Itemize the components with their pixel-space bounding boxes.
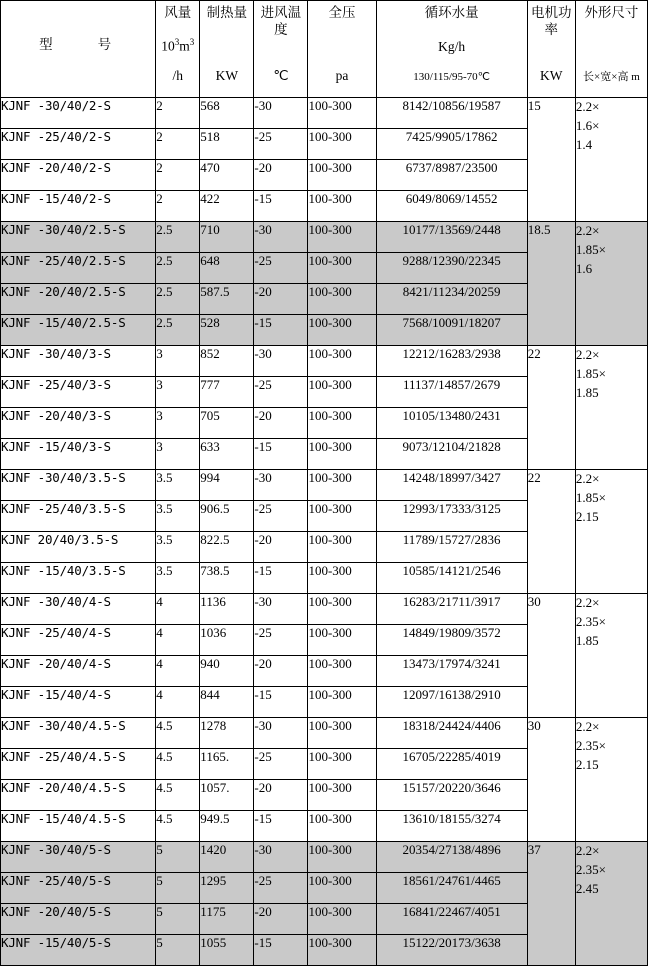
dimension-line: 1.85× (575, 365, 606, 381)
cell-pressure: 100-300 (308, 98, 376, 129)
cell-heat: 528 (200, 315, 254, 346)
cell-airflow: 4 (156, 594, 200, 625)
cell-heat: 1278 (200, 718, 254, 749)
dimension-line: 2.2× (575, 719, 600, 734)
table-header (1, 1, 648, 98)
cell-pressure: 100-300 (308, 842, 376, 873)
dimension-line: 1.85 (575, 384, 599, 400)
cell-model: KJNF -25/40/3.5-S (1, 501, 156, 532)
cell-temp: -20 (254, 284, 308, 315)
cell-airflow: 2.5 (156, 284, 200, 315)
cell-heat: 906.5 (200, 501, 254, 532)
cell-water: 10585/14121/2546 (376, 563, 527, 594)
cell-airflow: 5 (156, 873, 200, 904)
cell-motor-power: 37 (527, 842, 575, 966)
cell-heat: 822.5 (200, 532, 254, 563)
cell-airflow: 2 (156, 160, 200, 191)
cell-pressure: 100-300 (308, 811, 376, 842)
cell-airflow: 2.5 (156, 222, 200, 253)
dimension-line: 2.15 (575, 508, 599, 524)
cell-heat: 568 (200, 98, 254, 129)
cell-heat: 1165. (200, 749, 254, 780)
cell-heat: 587.5 (200, 284, 254, 315)
cell-motor-power: 22 (527, 470, 575, 594)
cell-model: KJNF -30/40/4.5-S (1, 718, 156, 749)
cell-pressure: 100-300 (308, 718, 376, 749)
cell-water: 16705/22285/4019 (376, 749, 527, 780)
cell-pressure: 100-300 (308, 377, 376, 408)
cell-model: KJNF -15/40/4-S (1, 687, 156, 718)
cell-heat: 1057. (200, 780, 254, 811)
cell-temp: -20 (254, 904, 308, 935)
cell-temp: -25 (254, 253, 308, 284)
cell-model: KJNF -25/40/2-S (1, 129, 156, 160)
cell-motor-power: 15 (527, 98, 575, 222)
cell-water: 12212/16283/2938 (376, 346, 527, 377)
cell-temp: -15 (254, 191, 308, 222)
dimension-line: 1.85× (575, 241, 606, 257)
cell-heat: 1420 (200, 842, 254, 873)
cell-temp: -30 (254, 222, 308, 253)
cell-heat: 994 (200, 470, 254, 501)
header-dimension: 外形尺寸 长×宽×高 m (575, 1, 647, 98)
header-airflow: 风量 $10^3m^3$ /h (156, 1, 200, 98)
cell-water: 12993/17333/3125 (376, 501, 527, 532)
cell-model: KJNF -30/40/2-S (1, 98, 156, 129)
cell-temp: -15 (254, 315, 308, 346)
cell-pressure: 100-300 (308, 780, 376, 811)
cell-pressure: 100-300 (308, 439, 376, 470)
cell-airflow: 2 (156, 98, 200, 129)
cell-water: 14248/18997/3427 (376, 470, 527, 501)
cell-pressure: 100-300 (308, 749, 376, 780)
cell-pressure: 100-300 (308, 346, 376, 377)
dimension-line: 2.2× (575, 595, 600, 610)
cell-airflow: 2 (156, 129, 200, 160)
cell-dimension (575, 98, 647, 222)
cell-airflow: 3.5 (156, 501, 200, 532)
cell-airflow: 3 (156, 377, 200, 408)
cell-airflow: 5 (156, 842, 200, 873)
cell-model: KJNF -20/40/4-S (1, 656, 156, 687)
header-row (1, 1, 648, 98)
table-row (1, 222, 648, 253)
cell-dimension (575, 346, 647, 470)
header-motor-power: 电机功率 KW (527, 1, 575, 98)
cell-heat: 777 (200, 377, 254, 408)
cell-heat: 852 (200, 346, 254, 377)
header-pressure: 全压 pa (308, 1, 376, 98)
cell-pressure: 100-300 (308, 873, 376, 904)
cell-dimension (575, 842, 647, 966)
cell-pressure: 100-300 (308, 129, 376, 160)
cell-pressure: 100-300 (308, 470, 376, 501)
cell-model: KJNF -20/40/3-S (1, 408, 156, 439)
cell-temp: -25 (254, 749, 308, 780)
cell-model: KJNF -30/40/4-S (1, 594, 156, 625)
table-row (1, 594, 648, 625)
cell-dimension (575, 222, 647, 346)
cell-model: KJNF -30/40/3.5-S (1, 470, 156, 501)
cell-model: KJNF -30/40/2.5-S (1, 222, 156, 253)
dimension-line: 1.6 (575, 260, 593, 276)
cell-pressure: 100-300 (308, 284, 376, 315)
cell-heat: 1055 (200, 935, 254, 966)
cell-model: KJNF 20/40/3.5-S (1, 532, 156, 563)
cell-temp: -15 (254, 439, 308, 470)
cell-temp: -30 (254, 346, 308, 377)
cell-water: 16841/22467/4051 (376, 904, 527, 935)
cell-pressure: 100-300 (308, 625, 376, 656)
cell-motor-power: 22 (527, 346, 575, 470)
cell-temp: -20 (254, 780, 308, 811)
dimension-line: 1.4 (575, 136, 593, 152)
cell-heat: 1175 (200, 904, 254, 935)
cell-water: 12097/16138/2910 (376, 687, 527, 718)
cell-model: KJNF -20/40/4.5-S (1, 780, 156, 811)
cell-water: 11137/14857/2679 (376, 377, 527, 408)
cell-airflow: 2.5 (156, 253, 200, 284)
cell-dimension (575, 718, 647, 842)
cell-temp: -25 (254, 873, 308, 904)
cell-water: 6049/8069/14552 (376, 191, 527, 222)
dimension-line: 1.85 (575, 632, 599, 648)
cell-model: KJNF -15/40/2.5-S (1, 315, 156, 346)
cell-heat: 1295 (200, 873, 254, 904)
cell-temp: -15 (254, 563, 308, 594)
cell-temp: -15 (254, 811, 308, 842)
cell-airflow: 5 (156, 904, 200, 935)
table-body (1, 98, 648, 966)
dimension-line: 2.2× (575, 843, 600, 858)
cell-heat: 844 (200, 687, 254, 718)
cell-airflow: 3 (156, 346, 200, 377)
cell-airflow: 4 (156, 656, 200, 687)
cell-heat: 422 (200, 191, 254, 222)
cell-water: 15157/20220/3646 (376, 780, 527, 811)
cell-pressure: 100-300 (308, 408, 376, 439)
cell-water: 10105/13480/2431 (376, 408, 527, 439)
cell-temp: -25 (254, 501, 308, 532)
table-row (1, 470, 648, 501)
cell-pressure: 100-300 (308, 656, 376, 687)
cell-water: 13473/17974/3241 (376, 656, 527, 687)
header-heat: 制热量 KW (200, 1, 254, 98)
cell-water: 15122/20173/3638 (376, 935, 527, 966)
cell-heat: 518 (200, 129, 254, 160)
cell-water: 11789/15727/2836 (376, 532, 527, 563)
cell-water: 9288/12390/22345 (376, 253, 527, 284)
cell-model: KJNF -25/40/5-S (1, 873, 156, 904)
cell-model: KJNF -15/40/3-S (1, 439, 156, 470)
cell-airflow: 4 (156, 687, 200, 718)
cell-airflow: 3.5 (156, 470, 200, 501)
cell-pressure: 100-300 (308, 687, 376, 718)
cell-temp: -25 (254, 129, 308, 160)
cell-temp: -15 (254, 935, 308, 966)
cell-heat: 738.5 (200, 563, 254, 594)
cell-temp: -30 (254, 98, 308, 129)
dimension-line: 2.35× (575, 737, 606, 753)
cell-model: KJNF -15/40/3.5-S (1, 563, 156, 594)
cell-heat: 1136 (200, 594, 254, 625)
cell-water: 8142/10856/19587 (376, 98, 527, 129)
cell-pressure: 100-300 (308, 315, 376, 346)
cell-airflow: 3.5 (156, 532, 200, 563)
cell-motor-power: 18.5 (527, 222, 575, 346)
cell-water: 6737/8987/23500 (376, 160, 527, 191)
cell-temp: -30 (254, 594, 308, 625)
cell-temp: -25 (254, 625, 308, 656)
dimension-line: 2.35× (575, 613, 606, 629)
cell-water: 10177/13569/2448 (376, 222, 527, 253)
table-row (1, 346, 648, 377)
cell-model: KJNF -15/40/4.5-S (1, 811, 156, 842)
cell-temp: -20 (254, 656, 308, 687)
cell-pressure: 100-300 (308, 935, 376, 966)
cell-airflow: 4.5 (156, 749, 200, 780)
table-row (1, 98, 648, 129)
cell-heat: 633 (200, 439, 254, 470)
dimension-line: 2.45 (575, 880, 599, 896)
cell-pressure: 100-300 (308, 160, 376, 191)
cell-temp: -30 (254, 842, 308, 873)
cell-water: 14849/19809/3572 (376, 625, 527, 656)
cell-model: KJNF -30/40/5-S (1, 842, 156, 873)
cell-pressure: 100-300 (308, 904, 376, 935)
cell-water: 8421/11234/20259 (376, 284, 527, 315)
cell-heat: 470 (200, 160, 254, 191)
header-airflow-unit: $10^3m^3$ (161, 36, 195, 54)
cell-temp: -20 (254, 408, 308, 439)
cell-airflow: 3 (156, 439, 200, 470)
cell-model: KJNF -20/40/5-S (1, 904, 156, 935)
dimension-line: 1.6× (575, 117, 600, 133)
cell-water: 20354/27138/4896 (376, 842, 527, 873)
cell-heat: 940 (200, 656, 254, 687)
cell-airflow: 4.5 (156, 718, 200, 749)
header-inlet-temp: 进风温度 ℃ (254, 1, 308, 98)
cell-water: 9073/12104/21828 (376, 439, 527, 470)
cell-motor-power: 30 (527, 594, 575, 718)
cell-pressure: 100-300 (308, 594, 376, 625)
cell-water: 7568/10091/18207 (376, 315, 527, 346)
cell-model: KJNF -25/40/3-S (1, 377, 156, 408)
cell-pressure: 100-300 (308, 532, 376, 563)
cell-model: KJNF -20/40/2-S (1, 160, 156, 191)
cell-water: 18318/24424/4406 (376, 718, 527, 749)
cell-heat: 705 (200, 408, 254, 439)
cell-motor-power: 30 (527, 718, 575, 842)
cell-pressure: 100-300 (308, 501, 376, 532)
cell-airflow: 5 (156, 935, 200, 966)
cell-water: 7425/9905/17862 (376, 129, 527, 160)
cell-airflow: 4.5 (156, 780, 200, 811)
cell-airflow: 2 (156, 191, 200, 222)
dimension-line: 2.2× (575, 223, 600, 238)
cell-airflow: 3 (156, 408, 200, 439)
cell-model: KJNF -30/40/3-S (1, 346, 156, 377)
table-row (1, 718, 648, 749)
cell-model: KJNF -25/40/4-S (1, 625, 156, 656)
cell-pressure: 100-300 (308, 253, 376, 284)
cell-pressure: 100-300 (308, 563, 376, 594)
header-water-flow: 循环水量 Kg/h 130/115/95-70℃ (376, 1, 527, 98)
cell-pressure: 100-300 (308, 191, 376, 222)
cell-temp: -15 (254, 687, 308, 718)
cell-water: 13610/18155/3274 (376, 811, 527, 842)
cell-airflow: 3.5 (156, 563, 200, 594)
cell-temp: -30 (254, 470, 308, 501)
cell-heat: 949.5 (200, 811, 254, 842)
header-model: 型 号 (1, 1, 156, 98)
cell-airflow: 2.5 (156, 315, 200, 346)
cell-heat: 648 (200, 253, 254, 284)
dimension-line: 2.15 (575, 756, 599, 772)
cell-temp: -25 (254, 377, 308, 408)
dimension-line: 2.2× (575, 347, 600, 362)
cell-temp: -30 (254, 718, 308, 749)
dimension-line: 2.2× (575, 99, 600, 114)
cell-dimension (575, 470, 647, 594)
cell-model: KJNF -15/40/5-S (1, 935, 156, 966)
cell-pressure: 100-300 (308, 222, 376, 253)
cell-airflow: 4 (156, 625, 200, 656)
cell-model: KJNF -25/40/2.5-S (1, 253, 156, 284)
cell-heat: 1036 (200, 625, 254, 656)
cell-heat: 710 (200, 222, 254, 253)
table-row (1, 842, 648, 873)
dimension-line: 1.85× (575, 489, 606, 505)
cell-dimension (575, 594, 647, 718)
dimension-line: 2.2× (575, 471, 600, 486)
cell-temp: -20 (254, 160, 308, 191)
cell-water: 16283/21711/3917 (376, 594, 527, 625)
cell-airflow: 4.5 (156, 811, 200, 842)
cell-water: 18561/24761/4465 (376, 873, 527, 904)
cell-model: KJNF -20/40/2.5-S (1, 284, 156, 315)
cell-model: KJNF -15/40/2-S (1, 191, 156, 222)
cell-temp: -20 (254, 532, 308, 563)
dimension-line: 2.35× (575, 861, 606, 877)
cell-model: KJNF -25/40/4.5-S (1, 749, 156, 780)
